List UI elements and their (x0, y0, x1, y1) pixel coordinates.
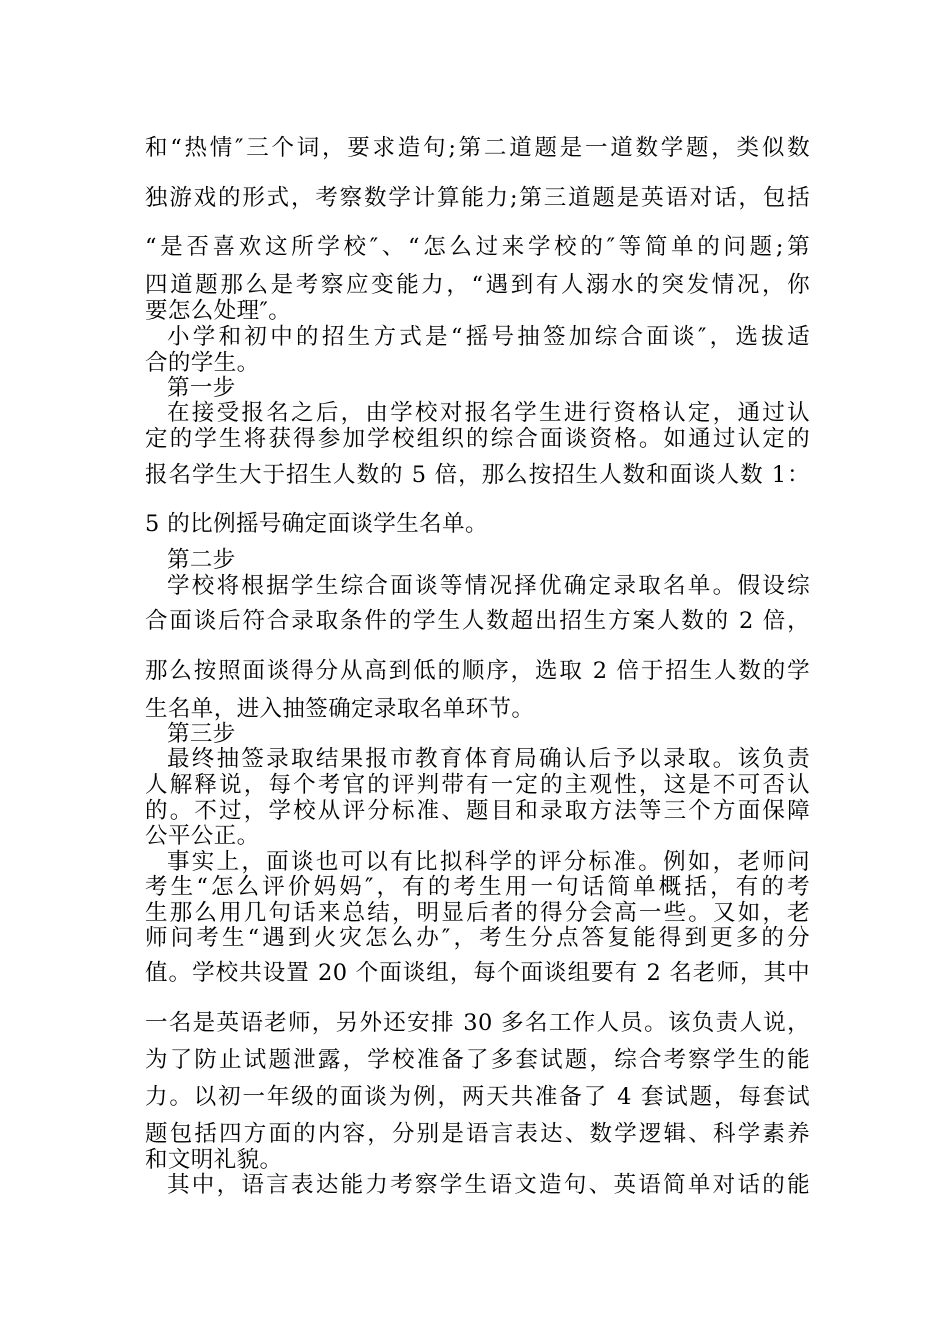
text-line: 一名是英语老师，另外还安排 30 多名工作人员。该负责人说， (145, 1010, 810, 1036)
text-line: 考生“怎么评价妈妈″，有的考生用一句话简单概括，有的考 (145, 874, 810, 900)
text-line: 那么按照面谈得分从高到低的顺序，选取 2 倍于招生人数的学 (145, 658, 810, 684)
text-line: 的。不过，学校从评分标准、题目和录取方法等三个方面保障 (145, 798, 810, 824)
step-heading-1: 第一步 (167, 375, 236, 401)
text-line: 为了防止试题泄露，学校准备了多套试题，综合考察学生的能 (145, 1047, 810, 1073)
text-line: 力。以初一年级的面谈为例，两天共准备了 4 套试题，每套试 (145, 1084, 810, 1110)
text-line: 和文明礼貌。 (145, 1147, 283, 1173)
paragraph-first-line: 小学和初中的招生方式是“摇号抽签加综合面谈″，选拔适 (167, 324, 810, 350)
text-line: 报名学生大于招生人数的 5 倍，那么按招生人数和面谈人数 1： (145, 462, 810, 488)
step-heading-2: 第二步 (167, 547, 236, 573)
text-line: 生那么用几句话来总结，明显后者的得分会高一些。又如，老 (145, 900, 810, 926)
text-line: 和“热情″三个词，要求造句;第二道题是一道数学题，类似数 (145, 135, 810, 161)
text-line: 定的学生将获得参加学校组织的综合面谈资格。如通过认定的 (145, 426, 810, 452)
text-line: 四道题那么是考察应变能力，“遇到有人溺水的突发情况，你 (145, 272, 810, 298)
paragraph-first-line: 最终抽签录取结果报市教育体育局确认后予以录取。该负责 (167, 746, 810, 772)
text-line: 公平公正。 (145, 823, 260, 849)
text-line: 要怎么处理″。 (145, 298, 292, 324)
text-line: 5 的比例摇号确定面谈学生名单。 (145, 511, 488, 537)
text-line: 人解释说，每个考官的评判带有一定的主观性，这是不可否认 (145, 772, 810, 798)
paragraph-first-line: 在接受报名之后，由学校对报名学生进行资格认定，通过认 (167, 400, 810, 426)
paragraph-first-line: 事实上，面谈也可以有比拟科学的评分标准。例如，老师问 (167, 849, 810, 875)
text-line: 生名单，进入抽签确定录取名单环节。 (145, 696, 535, 722)
text-line: 合的学生。 (145, 350, 260, 376)
text-line: 题包括四方面的内容，分别是语言表达、数学逻辑、科学素养 (145, 1121, 810, 1147)
text-line: “是否喜欢这所学校″、“怎么过来学校的″等简单的问题;第 (145, 234, 810, 260)
text-line: 师问考生“遇到火灾怎么办″，考生分点答复能得到更多的分 (145, 925, 810, 951)
paragraph-first-line: 其中，语言表达能力考察学生语文造句、英语简单对话的能 (167, 1172, 810, 1198)
text-line: 独游戏的形式，考察数学计算能力;第三道题是英语对话，包括 (145, 185, 810, 211)
text-line: 合面谈后符合录取条件的学生人数超出招生方案人数的 2 倍， (145, 608, 810, 634)
step-heading-3: 第三步 (167, 721, 236, 747)
text-line: 值。学校共设置 20 个面谈组，每个面谈组要有 2 名老师，其中 (145, 960, 810, 986)
paragraph-first-line: 学校将根据学生综合面谈等情况择优确定录取名单。假设综 (167, 573, 810, 599)
